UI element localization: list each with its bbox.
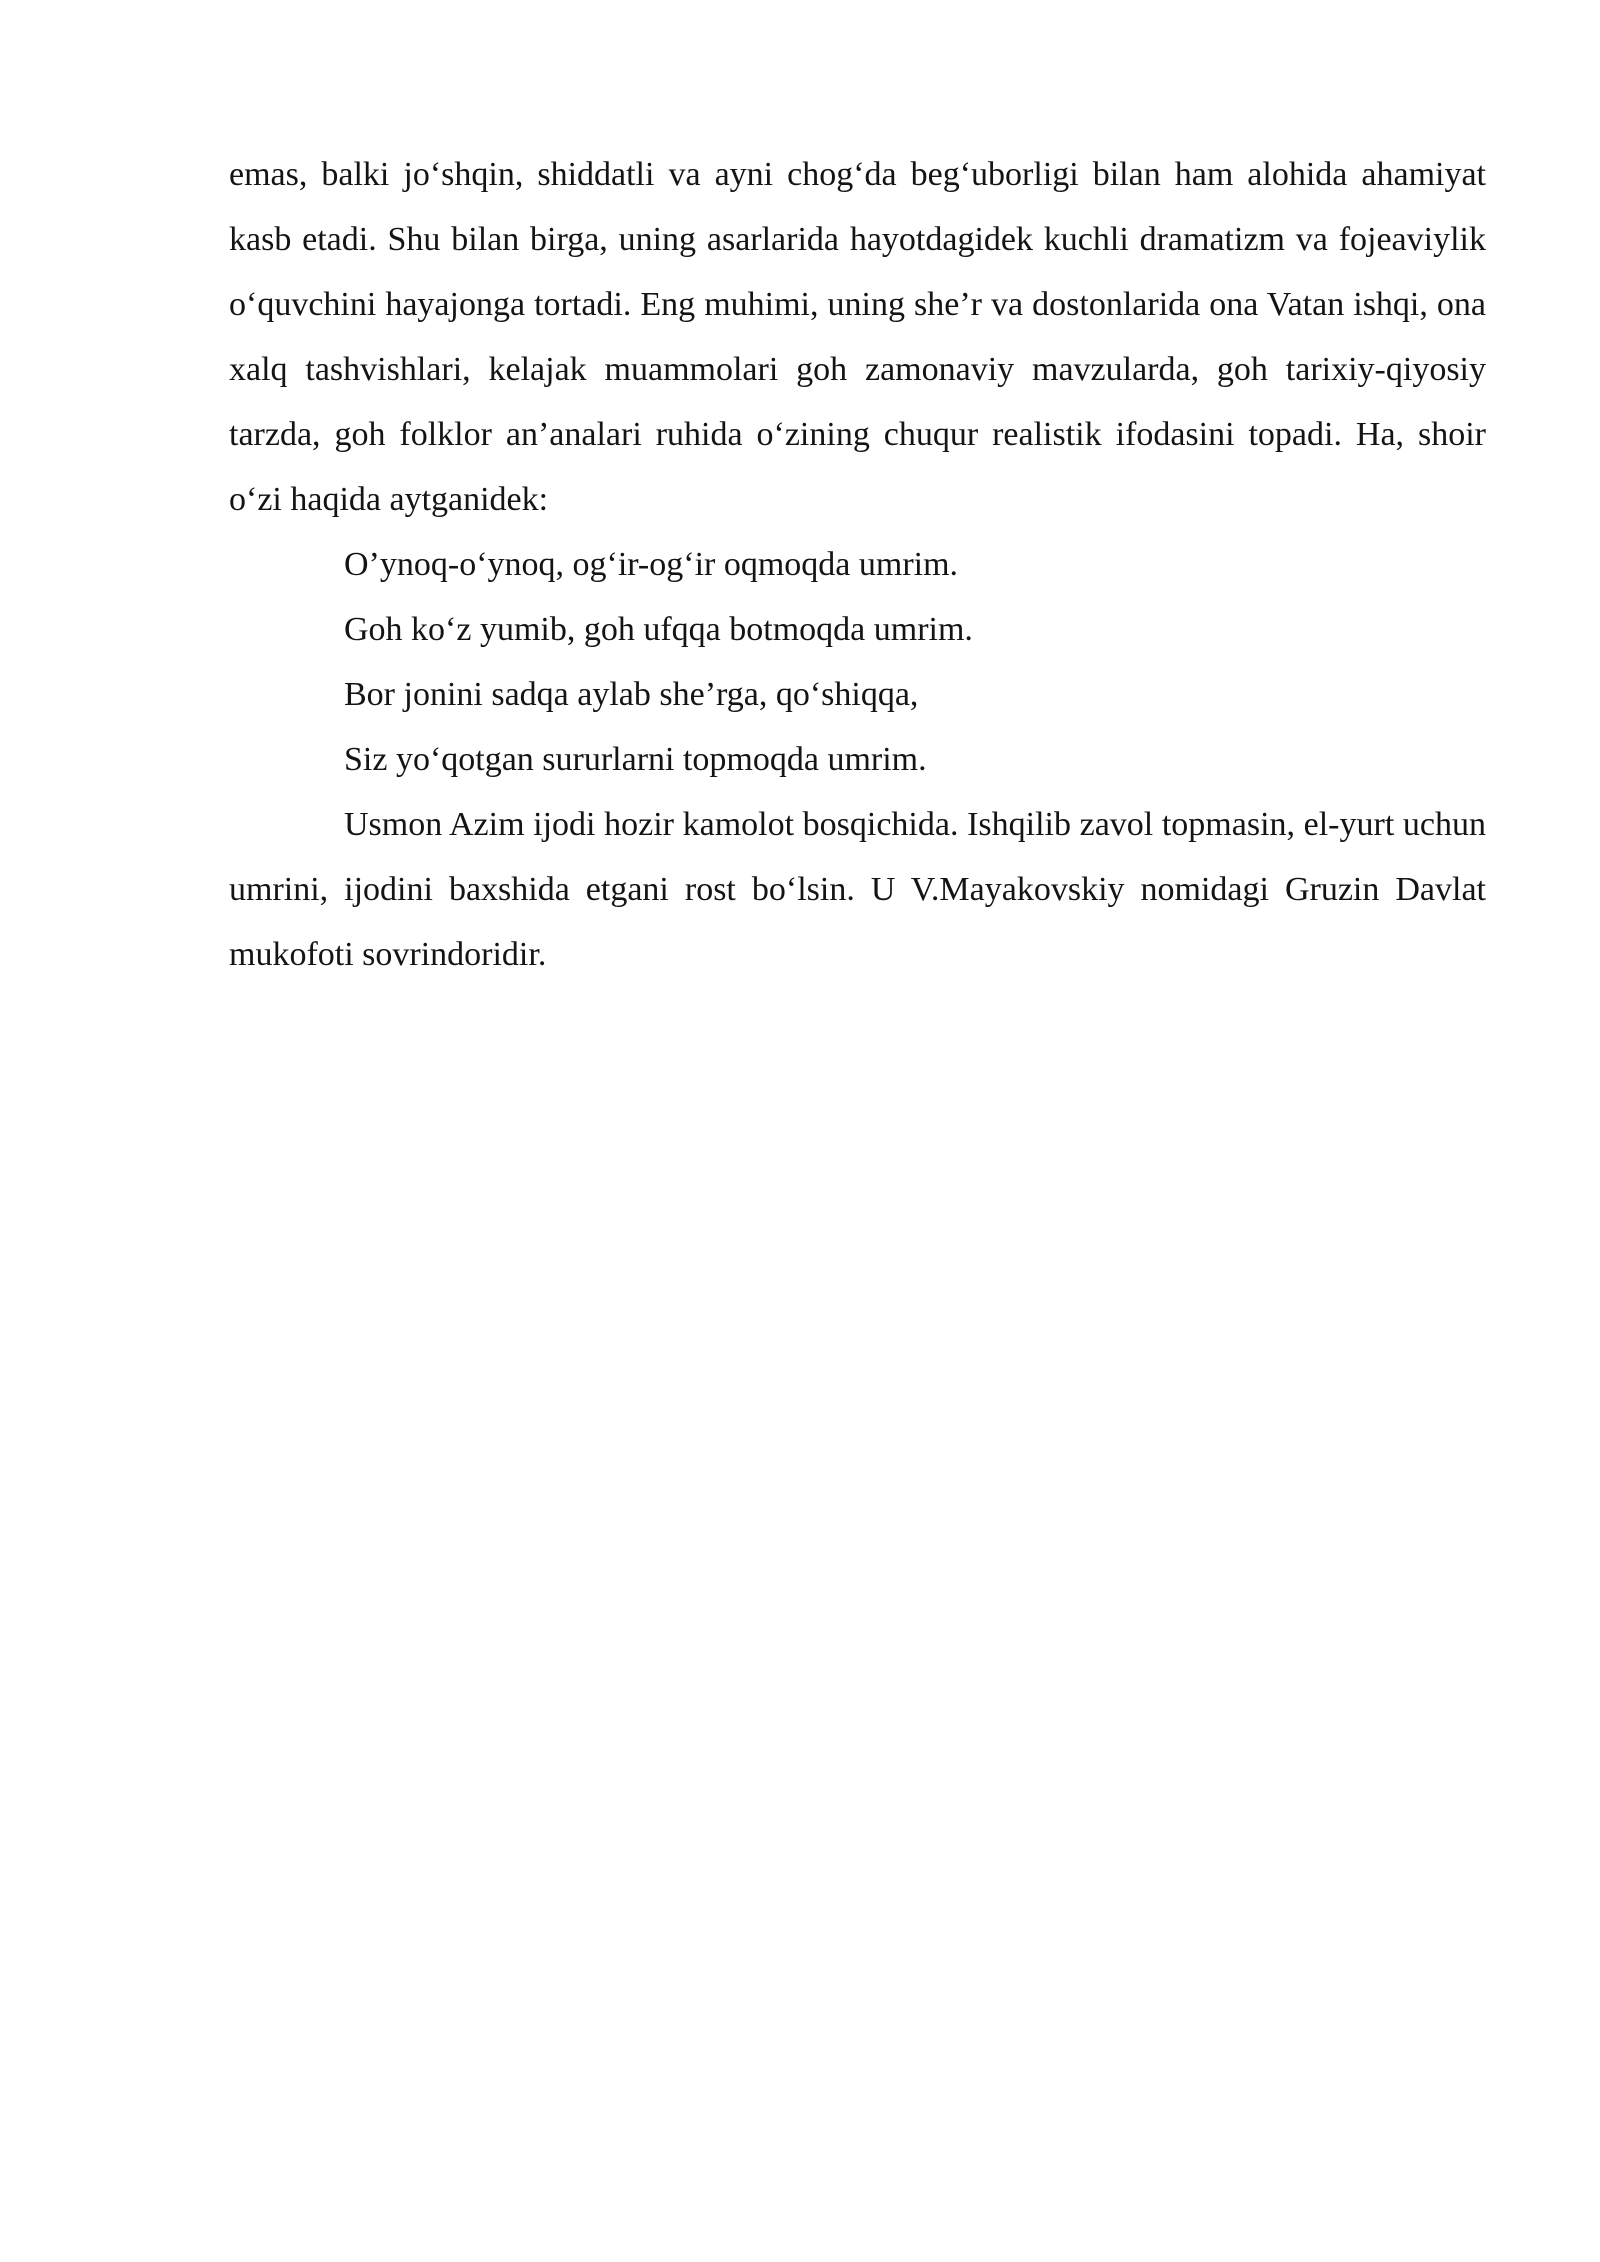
verse-line-2: Goh ko‘z yumib, goh ufqqa botmoqda umrim. [344,611,973,648]
paragraph-closing: Usmon Azim ijodi hozir kamolot bosqichida. Ishqilib zavol topmasin, el-yurt uchun umrini, ijodini baxshida etgani rost bo‘lsin. U V.Mayakovskiy nomidagi Gruzin Davlat mukofoti sovrindoridir. [229,806,1486,973]
paragraph-continuation: emas, balki jo‘shqin, shiddatli va ayni chog‘da beg‘uborligi bilan ham alohida ahamiyat kasb etadi. Shu bilan birga, uning asarlarida hayotdagidek kuchli dramatizm va fojeaviylik o‘quvchini hayajonga tortadi. Eng muhimi, uning she’r va dostonlarida ona Vatan ishqi, ona xalq tashvishlari, kelajak muammolari goh zamonaviy mavzularda, goh tarixiy-qiyosiy tarzda, goh folklor an’analari ruhida o‘zining chuqur realistik ifodasini topadi. Ha, shoir o‘zi haqida aytganidek: [229,156,1486,518]
verse-line-4: Siz yo‘qotgan sururlarni topmoqda umrim. [344,741,927,778]
poem-verse [229,532,1486,792]
document-body [229,142,1486,987]
verse-line-3: Bor jonini sadqa aylab she’rga, qo‘shiqqa, [344,676,919,713]
verse-line-1: O’ynoq-o‘ynoq, og‘ir-og‘ir oqmoqda umrim. [344,546,959,583]
